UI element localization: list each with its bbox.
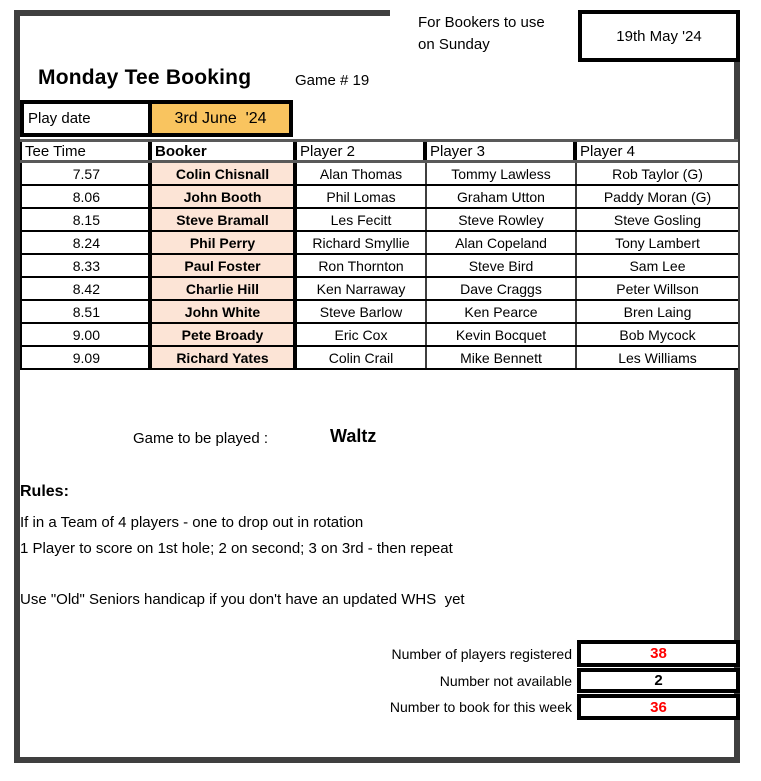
player3-cell: Dave Craggs (427, 278, 577, 299)
table-header-row (20, 139, 738, 163)
player2-cell: Eric Cox (297, 324, 427, 345)
stat-label-to-book: Number to book for this week (389, 699, 572, 715)
player3-cell: Kevin Bocquet (427, 324, 577, 345)
col-header-player2: Player 2 (297, 142, 427, 160)
player2-cell: Richard Smyllie (297, 232, 427, 253)
table-row (20, 186, 738, 209)
player2-cell: Colin Crail (297, 347, 427, 368)
player4-cell: Tony Lambert (615, 234, 700, 251)
game-number: Game # 19 (295, 72, 370, 89)
tee-time-cell: 9.00 (20, 324, 148, 345)
player4-cell: Bob Mycock (619, 326, 696, 343)
col-header-player3: Player 3 (427, 142, 577, 160)
table-row (20, 232, 738, 255)
booker-cell: Richard Yates (148, 347, 297, 368)
player3-cell: Graham Utton (427, 186, 577, 207)
booker-cell: John White (148, 301, 297, 322)
table-row (20, 163, 738, 186)
tee-time-cell: 8.24 (20, 232, 148, 253)
stat-label-registered: Number of players registered (391, 646, 572, 662)
player4-cell: Rob Taylor (G) (612, 165, 703, 182)
player4-cell: Paddy Moran (G) (603, 188, 712, 205)
player3-cell: Tommy Lawless (427, 163, 577, 184)
player3-cell: Steve Rowley (427, 209, 577, 230)
player4-cell: Steve Gosling (613, 211, 702, 228)
booker-cell: John Booth (148, 186, 297, 207)
player4-cell: Bren Laing (623, 303, 692, 320)
rules-heading: Rules: (20, 483, 69, 500)
note-line-2: on Sunday (418, 36, 490, 53)
player4-cell: Sam Lee (629, 257, 686, 274)
booker-cell: Steve Bramall (148, 209, 297, 230)
player2-cell: Phil Lomas (297, 186, 427, 207)
player3-cell: Steve Bird (427, 255, 577, 276)
tee-time-cell: 7.57 (20, 163, 148, 184)
tee-time-table (20, 139, 738, 370)
rule-line: Use "Old" Seniors handicap if you don't have an updated WHS yet (20, 591, 465, 608)
player2-cell: Ken Narraway (297, 278, 427, 299)
col-header-tee-time: Tee Time (20, 142, 148, 160)
game-to-be-played-value: Waltz (330, 426, 377, 446)
stat-value-not-available: 2 (577, 668, 740, 693)
booker-cell: Pete Broady (148, 324, 297, 345)
player4-cell: Les Williams (618, 349, 697, 366)
tee-time-cell: 8.15 (20, 209, 148, 230)
tee-time-cell: 8.51 (20, 301, 148, 322)
play-date-label: Play date (24, 104, 148, 133)
tee-time-cell: 8.42 (20, 278, 148, 299)
tee-time-cell: 8.33 (20, 255, 148, 276)
table-row (20, 209, 738, 232)
col-header-booker: Booker (148, 142, 297, 160)
play-date-value: 3rd June '24 (152, 104, 289, 133)
table-row (20, 255, 738, 278)
player2-cell: Alan Thomas (297, 163, 427, 184)
col-header-player4: Player 4 (577, 142, 738, 160)
page-title: Monday Tee Booking (38, 66, 252, 89)
player3-cell: Mike Bennett (427, 347, 577, 368)
player3-cell: Alan Copeland (427, 232, 577, 253)
booker-cell: Colin Chisnall (148, 163, 297, 184)
booking-date: 19th May '24 (616, 27, 702, 45)
table-row (20, 278, 738, 301)
game-to-be-played-label: Game to be played : (133, 430, 269, 447)
table-row (20, 301, 738, 324)
player4-cell: Peter Willson (616, 280, 699, 297)
note-line-1: For Bookers to use (418, 14, 545, 31)
booker-cell: Phil Perry (148, 232, 297, 253)
stat-value-registered: 38 (577, 640, 740, 667)
booker-cell: Charlie Hill (148, 278, 297, 299)
play-date-box (20, 100, 293, 137)
stat-value-to-book: 36 (577, 694, 740, 720)
player2-cell: Ron Thornton (297, 255, 427, 276)
player2-cell: Steve Barlow (297, 301, 427, 322)
booker-cell: Paul Foster (148, 255, 297, 276)
booking-date-box (578, 10, 740, 62)
table-row (20, 347, 738, 370)
tee-time-cell: 9.09 (20, 347, 148, 368)
rule-line: If in a Team of 4 players - one to drop out in rotation (20, 514, 364, 531)
bookers-note (390, 4, 578, 62)
table-row (20, 324, 738, 347)
rule-line: 1 Player to score on 1st hole; 2 on second; 3 on 3rd - then repeat (20, 540, 453, 557)
tee-time-cell: 8.06 (20, 186, 148, 207)
stat-label-not-available: Number not available (439, 673, 572, 689)
player3-cell: Ken Pearce (427, 301, 577, 322)
player2-cell: Les Fecitt (297, 209, 427, 230)
